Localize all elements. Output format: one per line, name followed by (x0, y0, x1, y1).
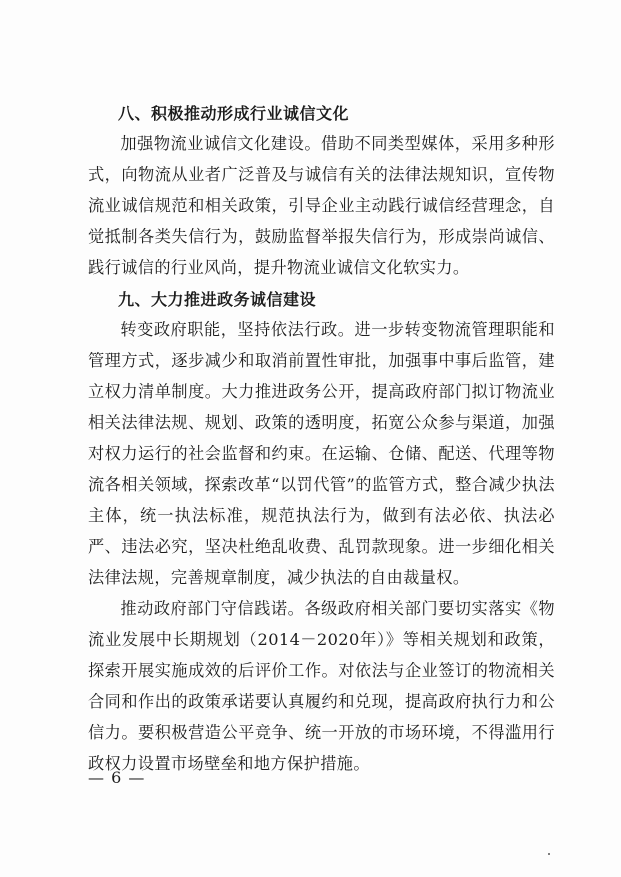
section-8-heading: 八、积极推动形成行业诚信文化 (118, 104, 350, 123)
page-number: — 6 — (88, 768, 146, 787)
section-9-paragraph-2: 推动政府部门守信践诺。各级政府相关部门要切实落实《物流业发展中长期规划（2014－2020年）》等相关规划和政策，探索开展实施成效的后评价工作。对依法与企业签订的物流相关合同和作出的政策承诺要认真履约和兑现，提高政府执行力和公信力。要积极营造公平竞争、统一开放的市场环境，不得滥用行政权力设置市场壁垒和地方保护措施。 (88, 599, 555, 773)
scan-speck (548, 853, 550, 855)
section-8-paragraph-1: 加强物流业诚信文化建设。借助不同类型媒体，采用多种形式，向物流从业者广泛普及与诚信有关的法律法规知识，宣传物流业诚信规范和相关政策，引导企业主动践行诚信经营理念，自觉抵制各类失信行为，鼓励监督举报失信行为，形成崇尚诚信、践行诚信的行业风尚，提升物流业诚信文化软实力。 (88, 134, 555, 277)
section-9-heading: 九、大力推进政务诚信建设 (118, 290, 317, 309)
section-9-paragraph-1: 转变政府职能，坚持依法行政。进一步转变物流管理职能和管理方式，逐步减少和取消前置性审批，加强事中事后监管，建立权力清单制度。大力推进政务公开，提高政府部门拟订物流业相关法律法规、规划、政策的透明度，拓宽公众参与渠道，加强对权力运行的社会监督和约束。在运输、仓储、配送、代理等物流各相关领域，探索改革“以罚代管”的监管方式，整合减少执法主体，统一执法标准，规范执法行为，做到有法必依、执法必严、违法必究，坚决杜绝乱收费、乱罚款现象。进一步细化相关法律法规，完善规章制度，减少执法的自由裁量权。 (88, 320, 555, 587)
